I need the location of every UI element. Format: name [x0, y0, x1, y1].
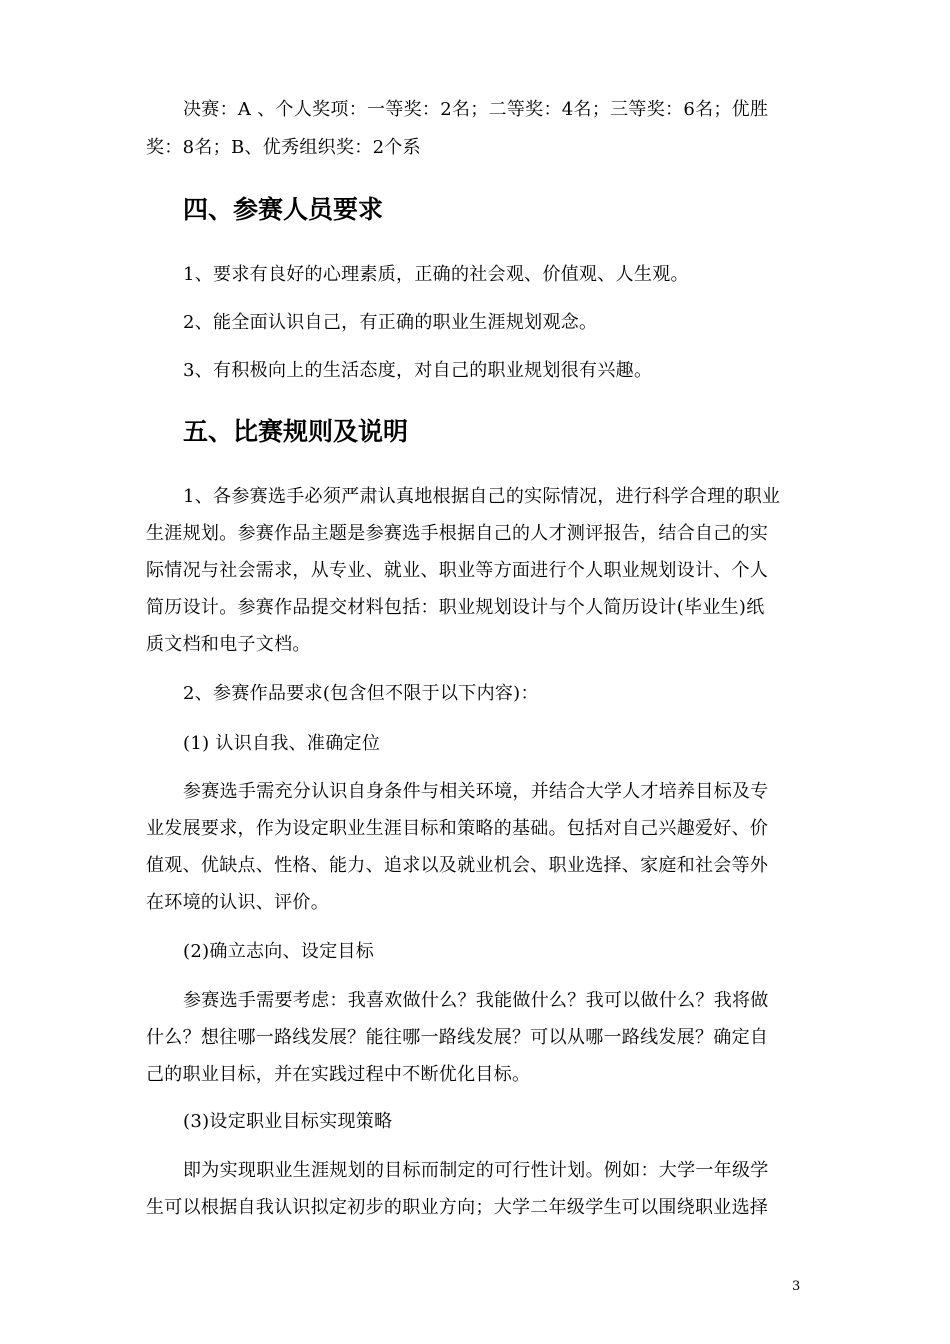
rule-1-line-5: 质文档和电子文档。: [146, 634, 311, 655]
sub-2-line-3: 己的职业目标，并在实践过程中不断优化目标。: [146, 1064, 531, 1085]
sub-1-line-1: 参赛选手需充分认识自身条件与相关环境，并结合大学人才培养目标及专: [183, 781, 769, 802]
sub-2-line-1: 参赛选手需要考虑：我喜欢做什么？我能做什么？我可以做什么？我将做: [183, 990, 769, 1011]
page-number: 3: [792, 1279, 801, 1294]
rule-1-line-4: 简历设计。参赛作品提交材料包括：职业规划设计与个人简历设计(毕业生)纸: [146, 597, 765, 618]
sub-2-line-2: 什么？想往哪一路线发展？能往哪一路线发展？可以从哪一路线发展？确定自: [146, 1027, 769, 1048]
section-4-title: 四、参赛人员要求: [183, 195, 384, 224]
section-4-item-1: 1、要求有良好的心理素质，正确的社会观、价值观、人生观。: [183, 264, 689, 285]
sub-3-title: (3)设定职业目标实现策略: [183, 1111, 393, 1132]
rule-1-line-3: 际情况与社会需求，从专业、就业、职业等方面进行个人职业规划设计、个人: [146, 560, 769, 581]
sub-1-line-2: 业发展要求，作为设定职业生涯目标和策略的基础。包括对自己兴趣爱好、价: [146, 818, 769, 839]
rule-2: 2、参赛作品要求(包含但不限于以下内容)：: [183, 683, 539, 704]
section-5-title: 五、比赛规则及说明: [183, 417, 409, 446]
section-4-item-2: 2、能全面认识自己，有正确的职业生涯规划观念。: [183, 312, 598, 333]
sub-1-title: (1) 认识自我、准确定位: [183, 733, 381, 754]
sub-3-line-1: 即为实现职业生涯规划的目标而制定的可行性计划。例如：大学一年级学: [183, 1160, 769, 1181]
rule-1-line-1: 1、各参赛选手必须严肃认真地根据自己的实际情况，进行科学合理的职业: [183, 486, 781, 507]
finals-line-1: 决赛：A 、个人奖项：一等奖：2名；二等奖：4名；三等奖：6名；优胜: [183, 99, 769, 120]
finals-line-2: 奖：8名；B、优秀组织奖：2个系: [146, 137, 421, 158]
sub-1-line-4: 在环境的认识、评价。: [146, 892, 329, 913]
sub-1-line-3: 值观、优缺点、性格、能力、追求以及就业机会、职业选择、家庭和社会等外: [146, 855, 769, 876]
rule-1-line-2: 生涯规划。参赛作品主题是参赛选手根据自己的人才测评报告，结合自己的实: [146, 523, 769, 544]
section-4-item-3: 3、有积极向上的生活态度，对自己的职业规划很有兴趣。: [183, 360, 653, 381]
sub-2-title: (2)确立志向、设定目标: [183, 941, 375, 962]
sub-3-line-2: 生可以根据自我认识拟定初步的职业方向；大学二年级学生可以围绕职业选择: [146, 1197, 769, 1218]
